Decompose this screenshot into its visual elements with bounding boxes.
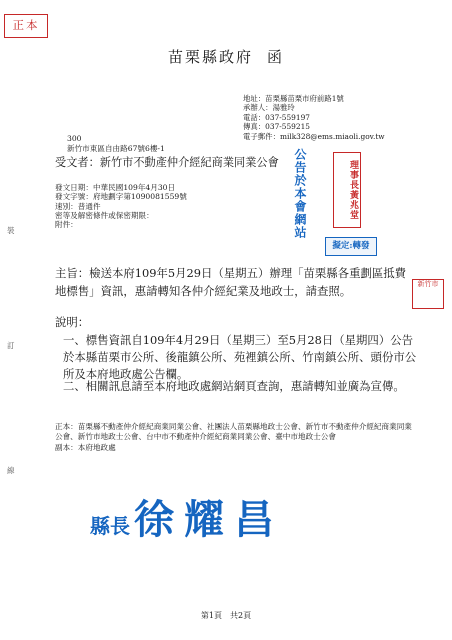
description-item: 一、標售資訊自109年4月29日（星期三）至5月28日（星期四）公告於本縣苗栗市公所、後龍鎮公所、苑裡鎮公所、竹南鎮公所、頭份市公所及本府地政處公告欄。 — [63, 333, 417, 381]
cc-main: 正本：苗栗縣不動產仲介經紀商業同業公會、社團法人苗栗縣地政士公會、新竹市不動產仲介經紀商業同業公會、新竹市地政士公會、台中市不動產仲介經紀商業同業公會、臺中市地政士公會 — [55, 422, 412, 442]
subject: 主旨：檢送本府109年5月29日（星期五）辦理「苗栗縣各重劃區抵費地標售」資訊，惠請轉知各仲介經紀業及地政士，請查照。 — [55, 266, 407, 298]
binding-mark-top: 裝 — [7, 226, 15, 235]
side-stamp: 新竹市 — [412, 279, 444, 309]
relay-stamp: 擬定:轉發 — [325, 237, 377, 256]
attachment: 附件： — [55, 220, 78, 230]
signature — [90, 488, 370, 545]
page-indicator: 第1頁 共2頁 — [200, 611, 252, 620]
description-label: 說明： — [55, 315, 90, 329]
cc-copy: 副本：本府地政處 — [55, 442, 116, 452]
copy-stamp: 正本 — [4, 14, 48, 38]
sender-fax: 傳真：037-559215 — [243, 122, 310, 132]
document-type: 函 — [267, 48, 285, 66]
issuing-agency: 苗栗縣政府 — [168, 48, 254, 66]
speed-class: 速別：普通件 — [55, 201, 101, 211]
announcement-stamp — [293, 148, 329, 266]
signature-name: 徐耀昌 — [134, 496, 284, 543]
document-title — [168, 46, 284, 67]
recipient: 受文者：新竹市不動產仲介經紀商業同業公會 — [55, 156, 279, 169]
secrecy-class: 密等及解密條件或保密期限： — [55, 210, 154, 220]
document-meta — [55, 183, 187, 229]
sender-contact: 承辦人：湯雅玲 — [243, 103, 295, 113]
chairman-seal: 理事長黃兆堂 — [333, 152, 361, 228]
issue-number: 發文字號：府地劃字第1090081559號 — [55, 192, 187, 202]
description-item: 二、相關訊息請至本府地政處網站網頁查詢，惠請轉知並廣為宣傳。 — [63, 379, 405, 393]
recipient-postcode: 300 — [67, 134, 82, 143]
recipient-address — [67, 134, 165, 153]
signature-title: 縣長 — [90, 514, 130, 538]
announcement-stamp-text: 公告於本會網站 — [293, 148, 307, 239]
recipient-street: 新竹市東區自由路67號6樓-1 — [67, 143, 165, 153]
binding-mark-bottom: 線 — [7, 466, 15, 475]
sender-address: 地址：苗栗縣苗栗市府前路1號 — [243, 94, 344, 103]
sender-phone: 電話：037-559197 — [243, 112, 310, 122]
sender-info — [243, 94, 385, 141]
sender-email: 電子郵件：milk328@ems.miaoli.gov.tw — [243, 131, 385, 141]
distribution-list — [55, 422, 415, 453]
binding-line — [4, 225, 18, 485]
issue-date: 發文日期：中華民國109年4月30日 — [55, 183, 176, 192]
binding-mark-middle: 訂 — [7, 341, 15, 350]
